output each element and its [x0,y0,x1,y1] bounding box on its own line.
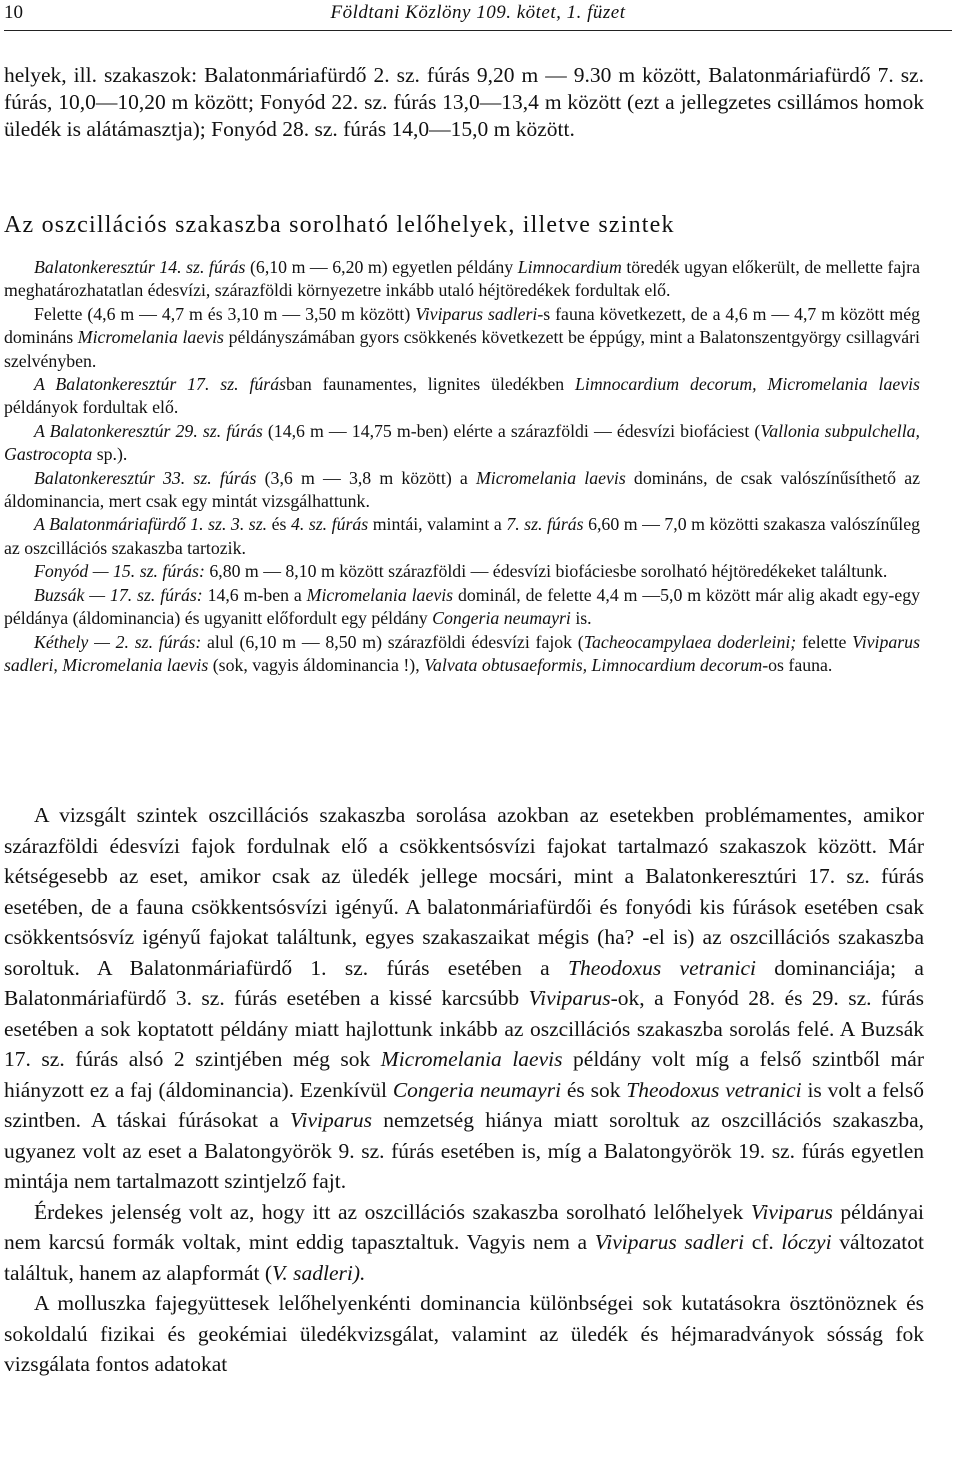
running-head-title: Földtani Közlöny 109. kötet, 1. füzet [330,2,626,23]
italic-run: Balatonkeresztúr 14. sz. fúrás [34,257,246,277]
italic-run: Viviparus [528,986,611,1010]
italic-run: Buzsák — 17. sz. fúrás: [34,584,203,605]
page-number: 10 [4,2,23,23]
text-run: példányszámában gyors csökkenés következett be éppúgy, mint a Balatonszentgyörgy csillagvári szelvényben. [4,327,921,371]
italic-run: Micromelania laevis [476,467,626,488]
italic-run: Viviparus sadleri [594,1230,745,1254]
text-run: ban faunamentes, lignites üledékben [286,374,576,395]
italic-run: Viviparus [750,1199,833,1224]
italic-run: A Balatonkeresztúr 29. sz. fúrás [34,420,263,441]
italic-run: Viviparus [290,1108,373,1132]
text-run: A vizsgált szintek oszcillációs szakaszba sorolása azokban az esetekben problémamentes, amikor szárazföldi édesvízi fajok fordulnak elő a csökkentsósvízi fajokat tartalmazó szakaszok között. Már kétségesebb az eset, amikor csak az üledék jellege mocsári, mint a Balatonkeresztúri 17. sz. fúrás esetében, de a fauna csökkentsósvízi igényű. A balatonmáriafürdői és fonyódi kis fúrások esetében csak csökkentsósvíz igényű fajokat találtunk, egyes szakaszaikat mégis (ha? -el is) az oszcillációs szakaszba soroltuk. A Balatonmáriafürdő 1. sz. fúrás esetében a [4,803,924,980]
text-run: cf. [744,1230,782,1254]
italic-run: Theodoxus vetranici [568,955,756,980]
text-run: is. [570,608,592,629]
text-run: mintái, valamint a [368,514,507,535]
text-run: felette [796,631,853,652]
site-record [4,631,920,678]
text-run: példány volt míg a felső szintből már hiányzott ez a faj (áldominancia). Ezenkívül [4,1047,924,1102]
body-paragraph [4,1197,924,1289]
text-run: -ok, a Fonyód 28. és 29. sz. fúrás esetében a sok koptatott példány miatt hajlottunk inkább az oszcillációs szakaszba sorolás felé. A Buzsák 17. sz. fúrás alsó 2 szintjében még sok [4,986,924,1071]
continuation-paragraph: helyek, ill. szakaszok: Balatonmáriafürdő 2. sz. fúrás 9,20 m — 9.30 m között, Balatonmáriafürdő 7. sz. fúrás, 10,0—10,20 m között; Fonyód 22. sz. fúrás 13,0—13,4 m között (ezt a jellegzetes csillámos homok üledék is alátámasztja); Fonyód 28. sz. fúrás 14,0—15,0 m között. [4,63,924,141]
italic-run: 7. sz. fúrás [506,514,584,535]
text-run: nemzetség hiánya miatt soroltuk az oszcillációs szakaszba, ugyanez volt az eset a Balatongyörök 9. sz. fúrás esetében is, míg a Balatongyörök 19. sz. fúrás egyetlen mintája nem tartalmazott szintjelző fajt. [4,1108,924,1193]
body-paragraph [4,800,924,1197]
body-text [4,800,924,1380]
italic-run: Theodoxus vetranici [626,1077,802,1102]
site-record [4,256,920,303]
italic-run: Micromelania laevis [380,1047,563,1071]
italic-run: Viviparus sadleri, Micromelania laevis [4,631,920,675]
site-records [4,256,920,677]
text-run: (14,6 m — 14,75 m-ben) elérte a szárazföldi — édesvízi biofáciest ( [262,420,761,441]
text-run: és sok [561,1077,627,1102]
site-record [4,303,920,373]
italic-run: Kéthely — 2. sz. fúrás: [34,631,202,652]
italic-run: Congeria neumayri [392,1077,562,1102]
italic-run: Balatonkeresztúr 33. sz. fúrás [34,467,257,488]
text-run: (6,10 m — 6,20 m) egyetlen példány [245,257,518,277]
text-run: -s fauna következett, de a 4,6 m — 4,7 m között még domináns [4,303,920,348]
text-run: dominál, de felette 4,4 m —5,0 m között már alig akadt egy-egy példánya (áldominancia) és ugyanitt előfordult egy példány [4,584,920,629]
section-title: Az oszcillációs szakaszba sorolható lelőhelyek, illetve szintek [4,212,675,238]
text-run: sp.). [92,444,128,465]
body-paragraph [4,1288,924,1380]
site-record [4,373,920,420]
text-run: A molluszka fajegyüttesek lelőhelyenkénti dominancia különbségei sok kutatásokra ösztönöznek és sokoldalú fizikai és geokémiai üledékvizsgálat, valamint az üledék és héjmaradványok sósság fok vizsgálata fontos adatokat [4,1291,924,1376]
italic-run: 4. sz. fúrás [290,514,369,535]
italic-run: A Balatonmáriafürdő 1. sz. 3. sz. [34,514,268,535]
italic-run: V. sadleri). [272,1260,366,1285]
text-run: is volt a felső szintben. A táskai fúrásokat a [4,1077,925,1132]
text-run: domináns, de csak valószínűsíthető az áldominancia, mert csak egy mintát vizsgálhattunk. [4,467,920,512]
italic-run: Micromelania laevis [77,327,224,348]
text-run: (sok, vagyis áldominancia !), [208,654,425,675]
site-record [4,467,920,514]
text-run: -os fauna. [762,654,833,675]
site-record [4,584,920,631]
site-record [4,513,920,560]
text-run: példányai nem karcsú formák voltak, mint eddig tapasztaltuk. Vagyis nem a [4,1199,924,1254]
italic-run: Limnocardium decorum, Micromelania laevis [575,374,920,395]
running-header [4,0,952,31]
site-record [4,420,920,467]
text-run: dominanciája; a Balatonmáriafürdő 3. sz. fúrás esetében a kissé karcsúbb [4,955,924,1010]
italic-run: Congeria neumayri [432,608,571,629]
site-record [4,560,920,583]
text-run: és [267,514,291,535]
italic-run: Tacheocampylaea doderleini; [583,631,797,652]
text-run: töredék ugyan előkerült, de mellette fajra meghatározhatatlan édesvízi, szárazföldi környezetre inkább utaló héjtöredékek fordultak elő. [4,257,920,301]
italic-run: Valvata obtusaeformis, Limnocardium decorum [424,654,763,675]
text-run: alul (6,10 m — 8,50 m) szárazföldi édesvízi fajok ( [201,631,584,652]
text-run: változatot találtuk, hanem az alapformát ( [4,1230,924,1285]
italic-run: Fonyód — 15. sz. fúrás: [34,561,205,582]
italic-run: Limnocardium [517,257,622,277]
italic-run: A Balatonkeresztúr 17. sz. fúrás [34,374,287,395]
text-run: 14,6 m-ben a [202,584,307,605]
italic-run: Viviparus sadleri [415,303,538,324]
italic-run: lóczyi [781,1230,832,1254]
italic-run: Micromelania laevis [306,584,454,605]
italic-run: Vallonia subpulchella, Gastrocopta [4,420,920,465]
text-run: 6,80 m — 8,10 m között szárazföldi — édesvízi biofáciesbe sorolható héjtöredékeket találtunk. [204,561,888,582]
text-run: példányok fordultak elő. [4,397,179,418]
text-run: Felette (4,6 m — 4,7 m és 3,10 m — 3,50 m között) [34,303,416,324]
text-run: (3,6 m — 3,8 m között) a [256,467,476,488]
text-run: 6,60 m — 7,0 m közötti szakasza valószínűleg az oszcillációs szakaszba tartozik. [4,514,921,558]
text-run: Érdekes jelenség volt az, hogy itt az oszcillációs szakaszba sorolható lelőhelyek [34,1199,751,1224]
